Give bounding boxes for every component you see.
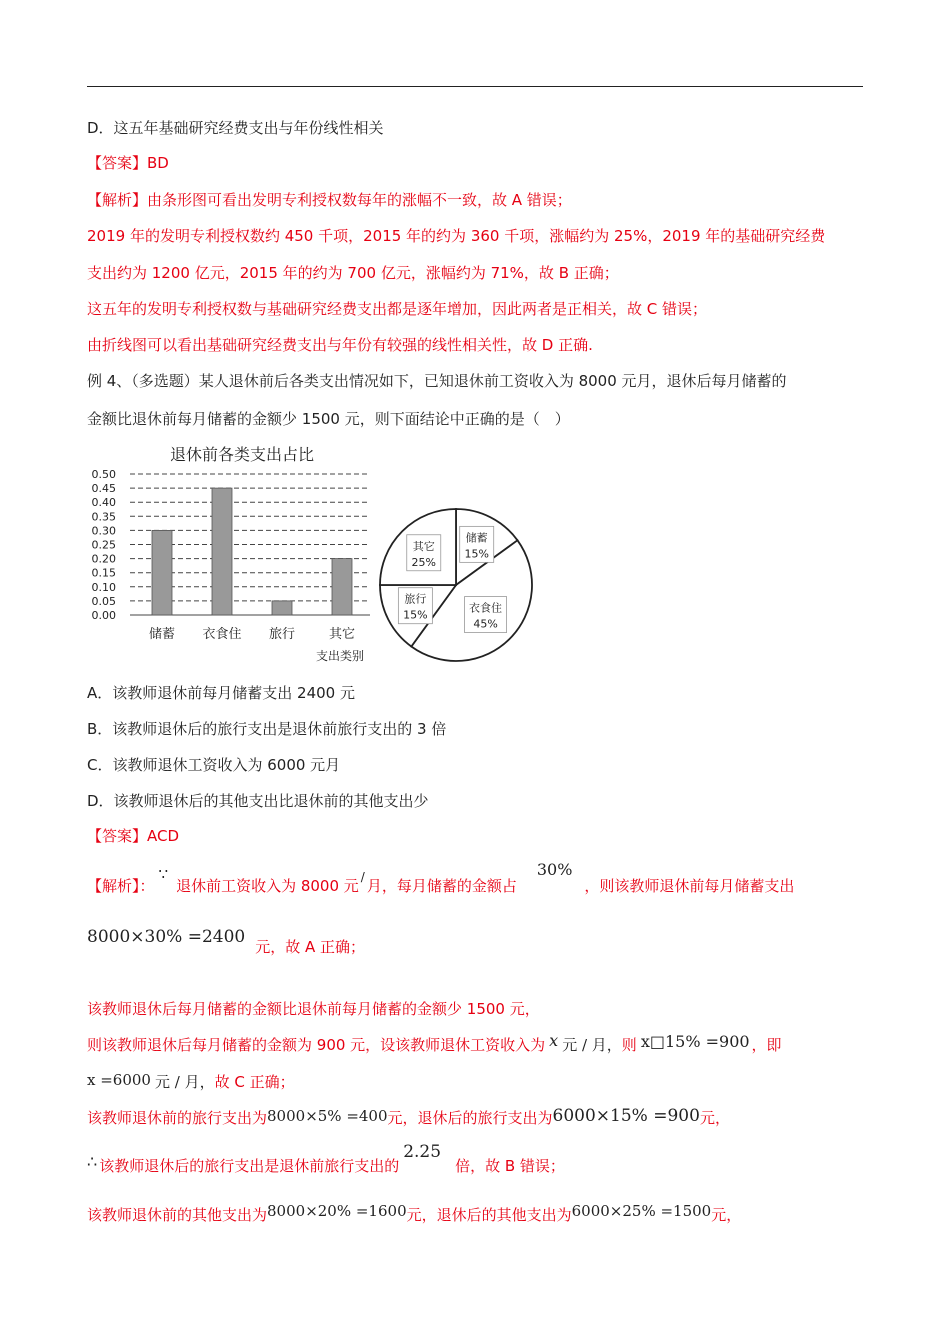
analysis-text: 月，每月储蓄的金额占 — [366, 877, 517, 895]
analysis-text: ，即 — [751, 1036, 782, 1054]
analysis-prev-3: 支出约为 1200 亿元，2015 年的约为 700 亿元，涨幅约为 71%，故 B 正确； — [87, 264, 619, 282]
unit: 元 / 月， — [154, 1073, 215, 1091]
analysis-line-1 — [87, 860, 795, 897]
analysis-line-8 — [87, 1202, 742, 1225]
bar-2 — [212, 488, 232, 615]
equation: 6000×25% =1500 — [571, 1202, 712, 1220]
analysis-line-5 — [87, 1072, 295, 1092]
y-tick-label: 0.00 — [91, 609, 116, 622]
answer: 【答案】ACD — [87, 827, 180, 845]
analysis-prev-5: 由折线图可以看出基础研究经费支出与年份有较强的线性相关性，故 D 正确. — [87, 336, 593, 354]
bar-4 — [332, 559, 352, 615]
analysis-text: 该教师退休前的其他支出为 — [87, 1206, 268, 1224]
question-line-1: 例 4、（多选题）某人退休前后各类支出情况如下，已知退休前工资收入为 8000 元月，退休后每月储蓄的 — [87, 372, 787, 390]
analysis-text: 元，退休后的旅行支出为 — [387, 1109, 553, 1127]
x-tick-label: 旅行 — [268, 627, 296, 642]
pie-slice-label: 旅行 — [404, 592, 427, 606]
option-d: D．该教师退休后的其他支出比退休前的其他支出少 — [87, 792, 429, 810]
pie-slice-label: 其它 — [412, 539, 435, 553]
ratio-value: 2.25 — [403, 1142, 442, 1162]
y-tick-label: 0.30 — [91, 524, 116, 538]
analysis-label: 【解析】： — [87, 877, 155, 895]
option-c: C．该教师退休工资收入为 6000 元月 — [87, 756, 341, 774]
analysis-text: 退休前工资收入为 8000 元 — [176, 877, 359, 895]
equation: 8000×30% =2400 — [87, 927, 246, 947]
y-tick-label: 0.50 — [91, 468, 116, 481]
y-tick-label: 0.20 — [91, 552, 116, 566]
therefore-symbol: ∴ — [87, 1152, 98, 1171]
y-tick-label: 0.25 — [91, 538, 116, 552]
x-tick-label: 衣食住 — [202, 627, 242, 642]
pie-slice-value: 25% — [411, 555, 436, 569]
pie-slice-value: 15% — [403, 608, 428, 622]
question-line-2: 金额比退休前每月储蓄的金额少 1500 元，则下面结论中正确的是（ ） — [87, 410, 570, 428]
analysis-text: 故 C 正确； — [214, 1073, 295, 1091]
equation: x =6000 — [87, 1071, 151, 1089]
variable-x: x — [549, 1031, 559, 1050]
pie-slice-label: 储蓄 — [465, 531, 488, 545]
y-tick-label: 0.10 — [91, 580, 116, 594]
analysis-text: 元，故 A 正确； — [255, 938, 366, 956]
analysis-text: 元，退休后的其他支出为 — [406, 1206, 572, 1224]
percent-math: 30% — [536, 860, 573, 879]
analysis-line-6 — [87, 1108, 730, 1128]
equation: 8000×5% =400 — [267, 1107, 388, 1125]
bar-1 — [152, 530, 172, 615]
equation: 8000×20% =1600 — [267, 1202, 407, 1220]
analysis-text: 则该教师退休后每月储蓄的金额为 900 元，设该教师退休工资收入为 — [87, 1036, 546, 1054]
pie-slice-value: 45% — [473, 617, 498, 631]
option-a: A．该教师退休前每月储蓄支出 2400 元 — [87, 684, 355, 702]
analysis-prev-2: 2019 年的发明专利授权数约 450 千项，2015 年的约为 360 千项，涨幅约为 25%，2019 年的基础研究经费 — [87, 227, 826, 245]
analysis-text: 倍，故 B 错误； — [455, 1157, 565, 1175]
analysis-line-7 — [87, 1142, 565, 1176]
y-tick-label: 0.40 — [91, 496, 116, 510]
y-tick-label: 0.45 — [91, 482, 116, 496]
because-symbol: ∵ — [158, 865, 169, 883]
y-tick-label: 0.35 — [91, 510, 116, 524]
bar-chart — [82, 440, 372, 670]
analysis-text: 该教师退休前的旅行支出为 — [87, 1109, 268, 1127]
equation: 6000×15% =900 — [552, 1106, 700, 1126]
equation: x□15% =900 — [640, 1032, 750, 1051]
unit: 元 / 月， — [562, 1036, 622, 1054]
analysis-text: 则 — [621, 1036, 637, 1054]
answer-prev: 【答案】BD — [87, 154, 169, 172]
x-tick-label: 储蓄 — [148, 627, 176, 642]
pie-slice-label: 衣食住 — [469, 601, 503, 615]
y-tick-label: 0.15 — [91, 566, 116, 580]
slash: / — [360, 870, 365, 884]
analysis-prev-1: 【解析】由条形图可看出发明专利授权数每年的涨幅不一致，故 A 错误； — [87, 191, 572, 209]
analysis-text: 元， — [711, 1206, 742, 1224]
analysis-line-3: 该教师退休后每月储蓄的金额比退休前每月储蓄的金额少 1500 元， — [87, 1000, 540, 1018]
analysis-text: ，则该教师退休前每月储蓄支出 — [584, 877, 795, 895]
analysis-line-4 — [87, 1031, 782, 1055]
analysis-prev-4: 这五年的发明专利授权数与基础研究经费支出都是逐年增加，因此两者是正相关，故 C 错误； — [87, 300, 708, 318]
y-tick-label: 0.05 — [91, 594, 116, 608]
analysis-text: 元， — [699, 1109, 730, 1127]
bar-chart-title: 退休前各类支出占比 — [169, 445, 315, 464]
option-d-prev: D．这五年基础研究经费支出与年份线性相关 — [87, 119, 384, 137]
analysis-line-2 — [87, 927, 366, 957]
bar-3 — [272, 601, 292, 615]
bar-chart-xlabel: 支出类别 — [315, 649, 365, 663]
header-rule — [87, 86, 863, 87]
analysis-text: 该教师退休后的旅行支出是退休前旅行支出的 — [99, 1157, 400, 1175]
option-b: B．该教师退休后的旅行支出是退休前旅行支出的 3 倍 — [87, 720, 447, 738]
pie-chart — [371, 503, 541, 673]
pie-slice-value: 15% — [464, 547, 489, 561]
x-tick-label: 其它 — [328, 627, 356, 642]
